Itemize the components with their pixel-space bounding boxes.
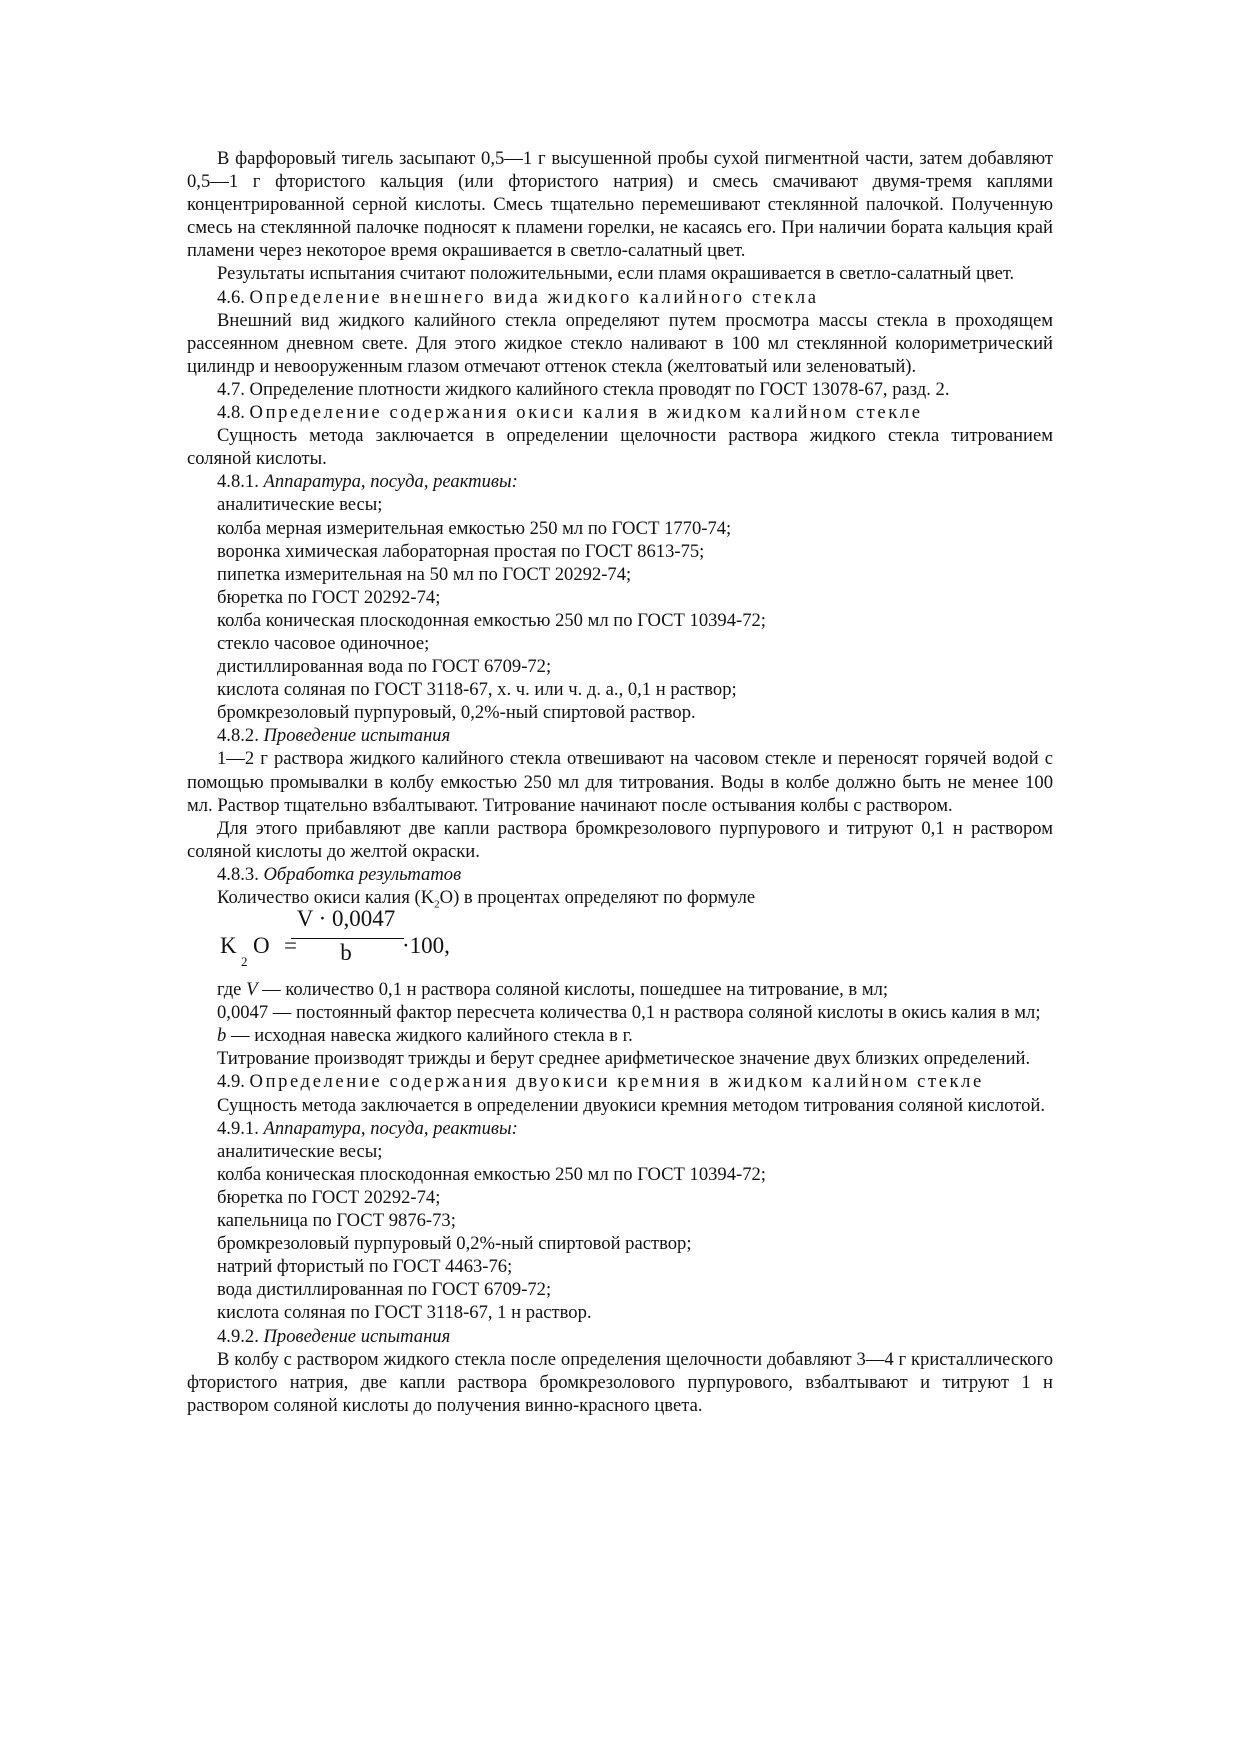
subsection-number: 4.8.3. (217, 863, 259, 885)
formula-fraction-bar (291, 938, 404, 939)
list-item: натрий фтористый по ГОСТ 4463-76; (217, 1256, 513, 1278)
list-item: капельница по ГОСТ 9876-73; (217, 1210, 456, 1232)
list-item: аналитические весы; (217, 494, 383, 516)
list-item: бюретка по ГОСТ 20292-74; (217, 1186, 441, 1208)
paragraph: Сущность метода заключается в определении двуокиси кремния методом титрования соляной кислотой. (217, 1094, 1046, 1116)
subsection-title: Аппаратура, посуда, реактивы: (263, 471, 518, 493)
list-item: колба коническая плоскодонная емкостью 250 мл по ГОСТ 10394-72; (217, 1163, 766, 1185)
formula-numerator: V · 0,0047 (296, 906, 396, 932)
list-item: кислота соляная по ГОСТ 3118-67, х. ч. или ч. д. а., 0,1 н раствор; (217, 679, 737, 701)
formula-legend-constant: 0,0047 — постоянный фактор пересчета количества 0,1 н раствора соляной кислоты в окись калия в мл; (217, 1002, 1041, 1024)
list-item: бромкрезоловый пурпуровый 0,2%-ный спиртовой раствор; (217, 1233, 692, 1255)
paragraph: Внешний вид жидкого калийного стекла определяют путем просмотра массы стекла в проходящем рассеянном дневном свете. Для этого жидкое стекло наливают в 100 мл стеклянной колориметрический цилиндр и невооруженным глазом отмечают оттенок стекла (желтоватый или зеленоватый). (187, 309, 1053, 377)
paragraph: Титрование производят трижды и берут среднее арифметическое значение двух близких определений. (217, 1048, 1031, 1070)
subsection-number: 4.9.2. (217, 1325, 259, 1347)
list-item: воронка химическая лабораторная простая по ГОСТ 8613-75; (217, 540, 705, 562)
formula-lhs-o: O (253, 933, 270, 959)
section-4-7: 4.7. Определение плотности жидкого калийного стекла проводят по ГОСТ 13078-67, разд. 2. (217, 378, 950, 400)
formula-intro-text: O) в процентах определяют по формуле (439, 887, 756, 908)
formula-lhs-k: K (220, 933, 237, 959)
section-number: 4.8. (217, 402, 245, 424)
formula-intro-text: Количество окиси калия (K (217, 887, 435, 908)
section-number: 4.9. (217, 1071, 245, 1093)
section-title: Определение содержания двуокиси кремния в жидком калийном стекле (249, 1071, 984, 1093)
section-heading-4-6 (187, 286, 1053, 309)
formula-legend-b (187, 1024, 1053, 1047)
legend-prefix: где (217, 979, 242, 1001)
formula-intro-subscript: 2 (434, 898, 440, 911)
list-item: пипетка измерительная на 50 мл по ГОСТ 20292-74; (217, 563, 632, 585)
list-item: колба коническая плоскодонная емкостью 250 мл по ГОСТ 10394-72; (217, 609, 766, 631)
paragraph: 1—2 г раствора жидкого калийного стекла отвешивают на часовом стекле и переносят горячей водой с помощью промывалки в колбу емкостью 250 мл для титрования. Воды в колбе должно быть не менее 100 мл. Раствор тщательно взбалтывают. Титрование начинают после остывания колбы с раствором. (187, 748, 1053, 816)
section-heading-4-8 (187, 401, 1053, 424)
list-item: стекло часовое одиночное; (217, 632, 430, 654)
section-title: Определение содержания окиси калия в жидком калийном стекле (249, 402, 923, 424)
list-item: колба мерная измерительная емкостью 250 мл по ГОСТ 1770-74; (217, 517, 732, 539)
subsection-title: Проведение испытания (263, 1325, 451, 1347)
subsection-heading-4-8-1 (187, 470, 1053, 493)
subsection-heading-4-8-3 (187, 863, 1053, 886)
list-item: вода дистиллированная по ГОСТ 6709-72; (217, 1279, 552, 1301)
legend-variable: V (246, 979, 258, 1001)
formula-k2o (187, 906, 1053, 976)
formula-multiplier: ·100, (402, 933, 450, 959)
section-heading-4-9 (187, 1070, 1053, 1093)
list-item: бюретка по ГОСТ 20292-74; (217, 586, 441, 608)
subsection-title: Обработка результатов (263, 863, 462, 885)
subsection-number: 4.9.1. (217, 1117, 259, 1139)
paragraph: Результаты испытания считают положительными, если пламя окрашивается в светло-салатный цвет. (217, 263, 1015, 285)
list-item: бромкрезоловый пурпуровый, 0,2%-ный спиртовой раствор. (217, 702, 696, 724)
list-item: дистиллированная вода по ГОСТ 6709-72; (217, 656, 552, 678)
subsection-number: 4.8.2. (217, 725, 259, 747)
section-title: Определение внешнего вида жидкого калийного стекла (249, 286, 819, 308)
document-body (187, 147, 1053, 1417)
formula-equals: = (284, 933, 297, 959)
subsection-title: Проведение испытания (263, 725, 451, 747)
legend-text: — исходная навеска жидкого калийного стекла в г. (230, 1025, 633, 1047)
section-number: 4.6. (217, 286, 245, 308)
formula-denominator: b (340, 940, 352, 966)
paragraph: Для этого прибавляют две капли раствора бромкрезолового пурпурового и титруют 0,1 н раствором соляной кислоты до желтой окраски. (187, 817, 1053, 862)
subsection-heading-4-9-1 (187, 1117, 1053, 1140)
legend-variable: b (217, 1025, 227, 1047)
subsection-heading-4-9-2 (187, 1325, 1053, 1348)
subsection-number: 4.8.1. (217, 471, 259, 493)
subsection-title: Аппаратура, посуда, реактивы: (263, 1117, 518, 1139)
paragraph: Сущность метода заключается в определении щелочности раствора жидкого стекла титрованием соляной кислоты. (187, 425, 1053, 470)
subsection-heading-4-8-2 (187, 724, 1053, 747)
paragraph: В колбу с раствором жидкого стекла после определения щелочности добавляют 3—4 г кристаллического фтористого натрия, две капли раствора бромкрезолового пурпурового, взбалтывают и титруют 1 н раствором соляной кислоты до получения винно-красного цвета. (187, 1348, 1053, 1416)
list-item: кислота соляная по ГОСТ 3118-67, 1 н раствор. (217, 1302, 592, 1324)
equipment-list-4-9-1 (187, 1140, 1053, 1325)
paragraph: В фарфоровый тигель засыпают 0,5—1 г высушенной пробы сухой пигментной части, затем добавляют 0,5—1 г фтористого кальция (или фтористого натрия) и смесь смачивают двумя-тремя каплями концентрированной серной кислоты. Смесь тщательно перемешивают стеклянной палочкой. Полученную смесь на стеклянной палочке подносят к пламени горелки, не касаясь его. При наличии бората кальция край пламени через некоторое время окрашивается в светло-салатный цвет. (187, 148, 1053, 262)
equipment-list-4-8-1 (187, 493, 1053, 724)
legend-text: — количество 0,1 н раствора соляной кислоты, пошедшее на титрование, в мл; (262, 979, 889, 1001)
formula-lhs-subscript: 2 (241, 954, 248, 970)
list-item: аналитические весы; (217, 1140, 383, 1162)
formula-legend-v (187, 978, 1053, 1001)
